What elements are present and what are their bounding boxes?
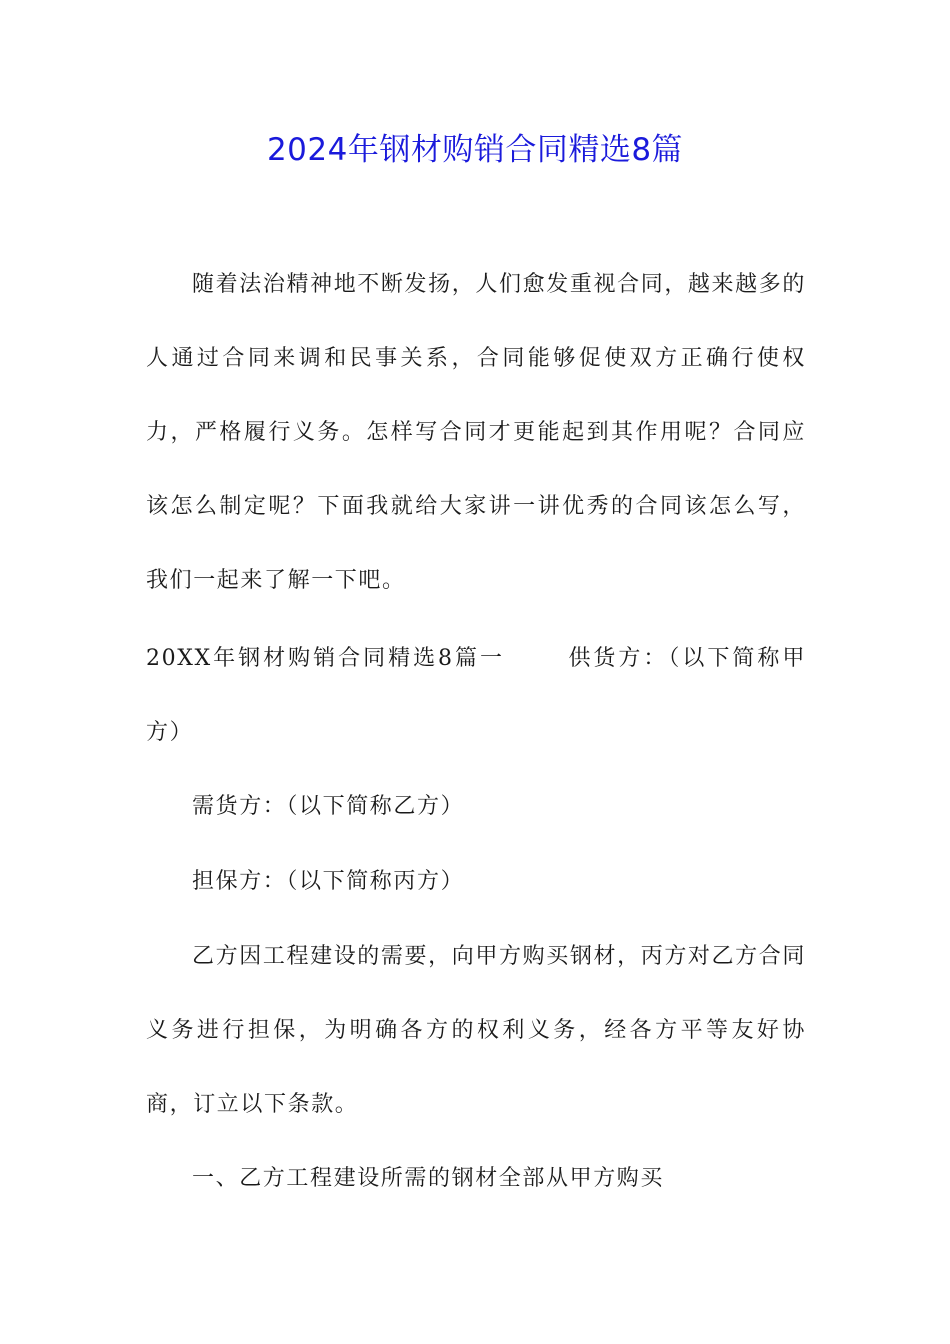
section-heading: 20XX年钢材购销合同精选8篇一 — [146, 646, 506, 671]
buyer-line: 需货方：（以下简称乙方） — [192, 794, 465, 819]
intro-paragraph: 随着法治精神地不断发扬，人们愈发重视合同，越来越多的人通过合同来调和民事关系，合同能够促使双方正确行使权力，严格履行义务。怎样写合同才更能起到其作用呢？合同应该怎么制定呢？下面我就给大家讲一讲优秀的合同该怎么写，我们一起来了解一下吧。 — [146, 272, 806, 593]
clause-1: 一、乙方工程建设所需的钢材全部从甲方购买 — [192, 1166, 665, 1191]
document-title: 2024年钢材购销合同精选8篇 — [266, 132, 684, 168]
supplier-line: 供货方：（以下简称甲方） — [146, 646, 806, 745]
section-heading-paragraph — [146, 622, 806, 770]
body-paragraph: 乙方因工程建设的需要，向甲方购买钢材，丙方对乙方合同义务进行担保，为明确各方的权利义务，经各方平等友好协商，订立以下条款。 — [146, 944, 806, 1117]
guarantor-line: 担保方：（以下简称丙方） — [192, 869, 465, 894]
